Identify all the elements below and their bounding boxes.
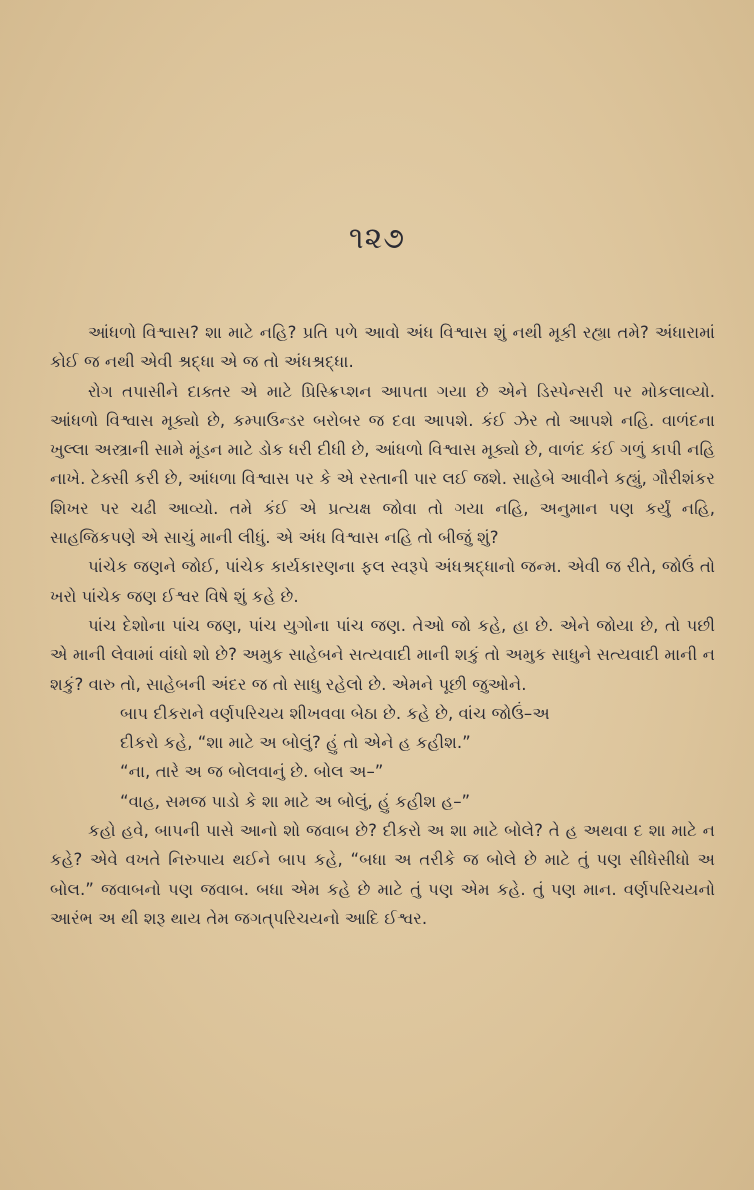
page-number: ૧૨૭ [348,221,406,256]
dialogue-line: દીકરો કહે, “શા માટે અ બોલું? હું તો એને હ કહીશ.” [120,733,471,753]
paragraph-doctor-barber-taxi: રોગ તપાસીને દાક્તર એ માટે પ્રિસ્ક્રિપ્શન આપતા ગયા છે એને ડિસ્પેન્સરી પર મોકલાવ્યો. આંધળો વિશ્વાસ મૂક્યો છે, કમ્પાઉન્ડર બરોબર જ દવા આપશે. કંઈ ઝેર તો આપશે નહિ. વાળંદના ખુલ્લા અસ્ત્રાની સામે મૂંડન માટે ડોક ધરી દીધી છે, આંધળો વિશ્વાસ મૂક્યો છે, વાળંદ કંઈ ગળું કાપી નહિ નાખે. ટેક્સી કરી છે, આંધળા વિશ્વાસ પર કે એ રસ્તાની પાર લઈ જશે. સાહેબે આવીને કહ્યું, ગૌરીશંકર શિખર પર ચઢી આવ્યો. તમે કંઈ એ પ્રત્યક્ષ જોવા તો ગયા નહિ, અનુમાન પણ કર્યું નહિ, સાહજિકપણે એ સાચું માની લીધું. એ અંધ વિશ્વાસ નહિ તો બીજું શું? [50,381,715,548]
paragraph-closing: કહો હવે, બાપની પાસે આનો શો જવાબ છે? દીકરો અ શા માટે બોલે? તે હ અથવા દ શા માટે ન કહે? એવે વખતે નિરુપાય થઈને બાપ કહે, “બધા અ તરીકે જ બોલે છે માટે તું પણ સીધેસીધો અ બોલ.” જવાબનો પણ જવાબ. બધા એમ કહે છે માટે તું પણ એમ કહે. તું પણ માન. વર્ણપરિચયનો આરંભ અ થી શરૂ થાય તેમ જગત્‌પરિચયનો આદિ ઈશ્વર. [50,821,715,928]
dialogue-line: “વાહ, સમજ પાડો કે શા માટે અ બોલું, હું કહીશ હ–” [120,791,471,811]
dialogue-line: “ના, તારે અ જ બોલવાનું છે. બોલ અ–” [120,762,384,782]
dialogue-line: બાપ દીકરાને વર્ણપરિચય શીખવવા બેઠા છે. કહે છે, વાંચ જોઉં–અ [120,703,550,723]
paragraph-five-countries: પાંચ દેશોના પાંચ જણ, પાંચ યુગોના પાંચ જણ. તેઓ જો કહે, હા છે. એને જોયા છે, તો પછી એ માની લેવામાં વાંધો શો છે? અમુક સાહેબને સત્યવાદી માની શકું તો અમુક સાધુને સત્યવાદી માની ન શકું? વારુ તો, સાહેબની અંદર જ તો સાધુ રહેલો છે. એમને પૂછી જુઓને. [50,615,715,694]
paragraph-blind-faith: આંધળો વિશ્વાસ? શા માટે નહિ? પ્રતિ પળે આવો અંધ વિશ્વાસ શું નથી મૂકી રહ્યા તમે? અંધારામાં કોઈ જ નથી એવી શ્રદ્ધા એ જ તો અંધશ્રદ્ધા. [50,323,715,372]
paragraph-five-people: પાંચેક જણને જોઈ, પાંચેક કાર્યકારણના ફલ સ્વરૂપે અંધશ્રદ્ધાનો જન્મ. એવી જ રીતે, જોઉં તો ખરો પાંચેક જણ ઈશ્વર વિષે શું કહે છે. [50,557,715,606]
page-body [50,318,715,933]
